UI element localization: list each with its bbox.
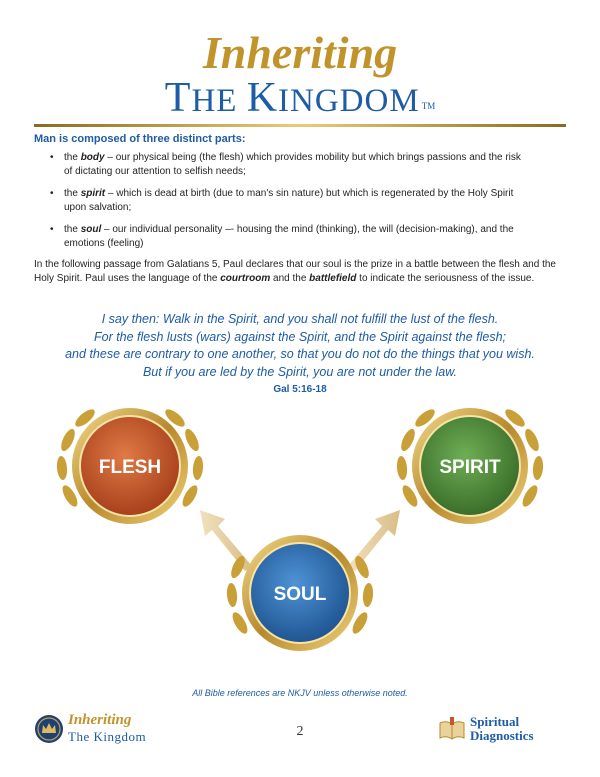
quote-line: I say then: Walk in the Spirit, and you shall not fulfill the lust of the flesh. xyxy=(101,312,499,326)
title-letter-k: K xyxy=(246,75,279,121)
bullet-icon: • xyxy=(50,152,54,163)
spirit-medallion xyxy=(396,406,544,524)
list-item: • the spirit – which is dead at birth (due to man's sin nature) but which is regenerated by the Holy Spirit upon salvation; xyxy=(50,188,514,213)
title-inheriting: Inheriting xyxy=(202,27,398,78)
quote-line: For the flesh lusts (wars) against the Spirit, and the Spirit against the flesh; xyxy=(93,329,506,344)
open-book-icon xyxy=(438,715,466,743)
title-letter-t: T xyxy=(164,75,192,121)
trademark: TM xyxy=(421,101,436,111)
gold-divider xyxy=(34,124,566,127)
term-courtroom: courtroom xyxy=(220,273,271,284)
page-number: 2 xyxy=(296,724,304,739)
footer-right-line2: Diagnostics xyxy=(470,728,534,743)
term-battlefield: battlefield xyxy=(309,273,357,284)
term-body: body xyxy=(80,152,105,163)
spirit-label: SPIRIT xyxy=(439,457,501,478)
bullet-icon: • xyxy=(50,224,54,235)
parts-list xyxy=(50,151,530,259)
list-item: • the soul – our individual personality –- housing the mind (thinking), the will (decision-making), and the emotions (feeling) xyxy=(50,224,514,249)
flesh-medallion xyxy=(56,406,204,524)
soul-medallion xyxy=(226,535,374,651)
footer-right-line1: Spiritual xyxy=(470,714,520,729)
title-he: HE xyxy=(191,83,247,119)
footer-left-line1: Inheriting xyxy=(68,712,132,728)
flesh-label: FLESH xyxy=(98,457,162,478)
term-spirit: spirit xyxy=(80,188,106,199)
title-ingdom: INGDOM xyxy=(278,83,420,119)
footer-logo-spiritual-diagnostics xyxy=(438,712,578,748)
title-the-kingdom xyxy=(0,76,600,123)
scripture-reference: Gal 5:16-18 xyxy=(273,384,327,395)
intro-heading: Man is composed of three distinct parts: xyxy=(34,133,246,145)
bullet-icon: • xyxy=(50,188,54,199)
passage-paragraph: In the following passage from Galatians 5, Paul declares that our soul is the prize in a battle between the flesh and the Holy Spirit. Paul uses the language of the courtroom and the battlefield to indicate the seriousness of the issue. xyxy=(34,259,556,284)
quote-line: But if you are led by the Spirit, you are not under the law. xyxy=(142,364,458,379)
scripture-quote xyxy=(0,311,600,381)
nkjv-note: All Bible references are NKJV unless otherwise noted. xyxy=(192,688,408,698)
term-soul: soul xyxy=(80,224,102,235)
flesh-spirit-soul-diagram xyxy=(40,398,560,680)
quote-line: and these are contrary to one another, so that you do not do the things that you wish. xyxy=(65,347,535,361)
footer-left-line2: The Kingdom xyxy=(68,729,147,744)
list-item: • the body – our physical being (the flesh) which provides mobility but which brings passions and the risk of dictating our attention to selfish needs; xyxy=(50,152,521,177)
soul-label: SOUL xyxy=(273,584,327,605)
